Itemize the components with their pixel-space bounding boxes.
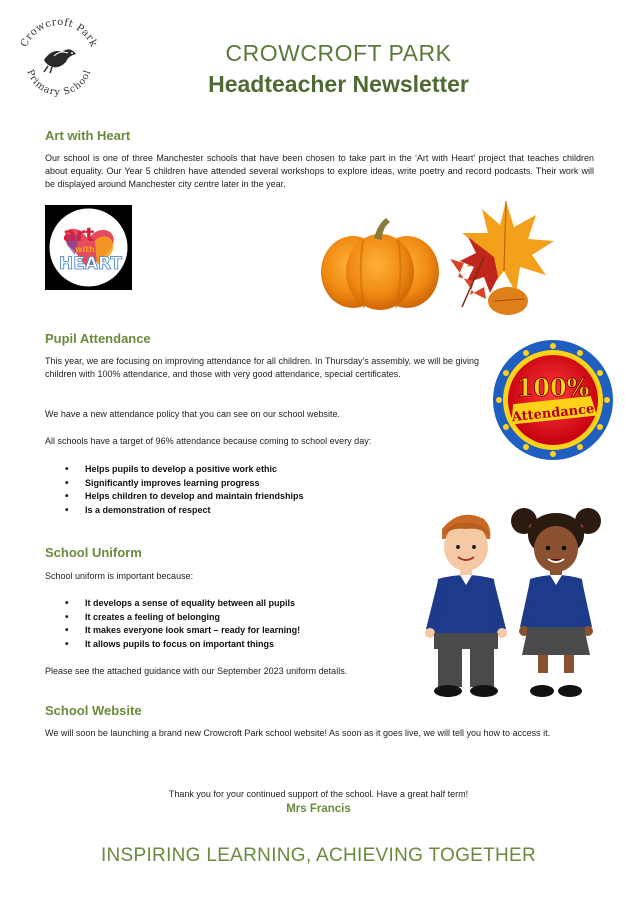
autumn-leaves-image: [444, 197, 564, 319]
footer-motto: INSPIRING LEARNING, ACHIEVING TOGETHER: [100, 845, 537, 866]
logo-text-bottom: Primary School: [24, 68, 94, 99]
art-with-heart-body: Our school is one of three Manchester schools that have been chosen to take part in the 'Art with Heart' project that teaches children about equality. Our Year 5 children have attended several workshops to explore ideas, write poetry and record podcasts. Their work will be displayed around Manchester city centre later in the year.: [45, 153, 594, 189]
art-with-heart-logo: [45, 205, 132, 290]
uniform-bullets: [45, 597, 405, 651]
art-with-heart-heading: Art with Heart: [45, 128, 131, 143]
list-item: • It creates a feeling of belonging: [45, 611, 405, 625]
logo-word-with: with: [75, 245, 95, 254]
logo-text-top: Crowcroft Park: [18, 16, 100, 49]
pumpkin-image: [318, 212, 442, 312]
list-item: • Significantly improves learning progress: [45, 477, 465, 491]
list-item: • Helps children to develop and maintain friendships: [45, 490, 465, 504]
logo-word-heart: HEART: [59, 254, 122, 274]
uniform-outro: Please see the attached guidance with our September 2023 uniform details.: [45, 666, 348, 676]
children-uniform-image: [420, 505, 610, 705]
boy-figure: [425, 515, 507, 697]
list-item: • It allows pupils to focus on important things: [45, 638, 405, 652]
badge-label: Attendance: [511, 401, 595, 426]
list-item: • It makes everyone look smart – ready for learning!: [45, 624, 405, 638]
badge-value: 100%: [516, 373, 590, 402]
list-item: • Helps pupils to develop a positive work ethic: [45, 463, 465, 477]
uniform-intro: School uniform is important because:: [45, 571, 194, 581]
attendance-bullets: [45, 463, 465, 517]
newsletter-title: Headteacher Newsletter: [208, 71, 469, 97]
attendance-badge: [492, 338, 614, 462]
logo-word-art: art: [63, 224, 95, 246]
closing-thanks: Thank you for your continued support of the school. Have a great half term!: [168, 789, 469, 799]
website-body: We will soon be launching a brand new Crowcroft Park school website! As soon as it goes live, we will tell you how to access it.: [45, 728, 551, 738]
attendance-heading: Pupil Attendance: [45, 331, 151, 346]
girl-figure: [511, 508, 601, 697]
attendance-para-1: This year, we are focusing on improving attendance for all children. In Thursday's assembly, we will be giving children with 100% attendance, and those with very good attendance, special certificates.: [45, 356, 479, 379]
school-name: CROWCROFT PARK: [225, 40, 452, 66]
list-item: • Is a demonstration of respect: [45, 504, 465, 518]
list-item: • It develops a sense of equality between all pupils: [45, 597, 405, 611]
website-heading: School Website: [45, 703, 142, 718]
closing-signoff: Mrs Francis: [286, 803, 351, 815]
attendance-para-2: We have a new attendance policy that you can see on our school website.: [45, 409, 341, 419]
uniform-heading: School Uniform: [45, 545, 142, 560]
attendance-para-3: All schools have a target of 96% attendance because coming to school every day:: [45, 436, 372, 446]
